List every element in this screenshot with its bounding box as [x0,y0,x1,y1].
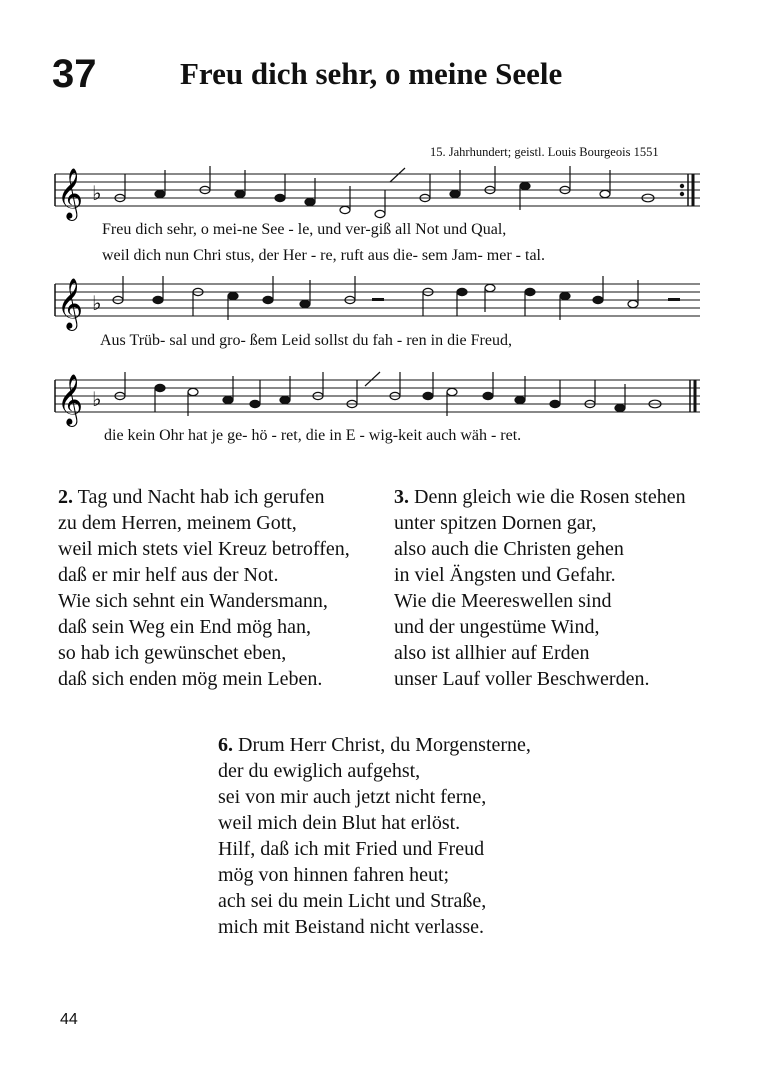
verse-line: unser Lauf voller Beschwerden. [394,668,650,690]
verse-2 [58,484,350,692]
verse-line: der du ewiglich aufgehst, [218,760,421,782]
verse-number: 2. [58,486,73,508]
verse-line: 2. Tag und Nacht hab ich gerufen [58,486,325,508]
lyric-line: Freu dich sehr, o mei-ne See - le, und ver-giß all Not und Qual, [102,221,507,238]
verse-line: zu dem Herren, meinem Gott, [58,512,297,534]
verse-line: also ist allhier auf Erden [394,642,590,664]
verse-line: daß sein Weg ein End mög han, [58,616,311,638]
flat-sign-icon: ♭ [92,181,102,205]
lyric-line: weil dich nun Chri stus, der Her - re, ruft aus die- sem Jam- mer - tal. [102,247,545,264]
verse-line: weil mich dein Blut hat erlöst. [218,812,461,834]
verse-line: in viel Ängsten und Gefahr. [394,564,616,586]
verse-line: Wie sich sehnt ein Wandersmann, [58,590,328,612]
verse-line: mög von hinnen fahren heut; [218,864,450,886]
treble-clef-icon: 𝄞 [57,278,84,329]
lyric-line: die kein Ohr hat je ge- hö - ret, die in E - wig-keit auch wäh - ret. [104,427,522,444]
verse-line: daß er mir helf aus der Not. [58,564,279,586]
treble-clef-icon: 𝄞 [57,168,84,219]
verse-line: so hab ich gewünschet eben, [58,642,287,664]
verse-line: sei von mir auch jetzt nicht ferne, [218,786,487,808]
flat-sign-icon: ♭ [92,387,102,411]
verse-line: mich mit Beistand nicht verlasse. [218,916,485,938]
flat-sign-icon: ♭ [92,291,102,315]
attribution: 15. Jahrhundert; geistl. Louis Bourgeois 1551 [430,145,659,159]
verse-line: 6. Drum Herr Christ, du Morgensterne, [218,734,531,756]
page-number: 44 [60,1011,78,1028]
verse-line: 3. Denn gleich wie die Rosen stehen [394,486,686,508]
verse-line: also auch die Christen gehen [394,538,624,560]
treble-clef-icon: 𝄞 [57,374,84,425]
music-staff-2 [0,270,766,340]
verse-line: ach sei du mein Licht und Straße, [218,890,487,912]
verse-line: Wie die Meereswellen sind [394,590,612,612]
verse-number: 6. [218,734,233,756]
verse-6 [218,732,531,940]
verse-3 [394,484,686,692]
verse-line: und der ungestüme Wind, [394,616,600,638]
verse-line: weil mich stets viel Kreuz betroffen, [58,538,350,560]
verse-line: Hilf, daß ich mit Fried und Freud [218,838,485,860]
hymn-title: Freu dich sehr, o meine Seele [180,56,563,91]
verse-line: unter spitzen Dornen gar, [394,512,597,534]
lyric-line: Aus Trüb- sal und gro- ßem Leid sollst du fah - ren in die Freud, [100,332,512,349]
verse-number: 3. [394,486,409,508]
hymn-number: 37 [52,52,97,96]
verse-line: daß sich enden mög mein Leben. [58,668,323,690]
